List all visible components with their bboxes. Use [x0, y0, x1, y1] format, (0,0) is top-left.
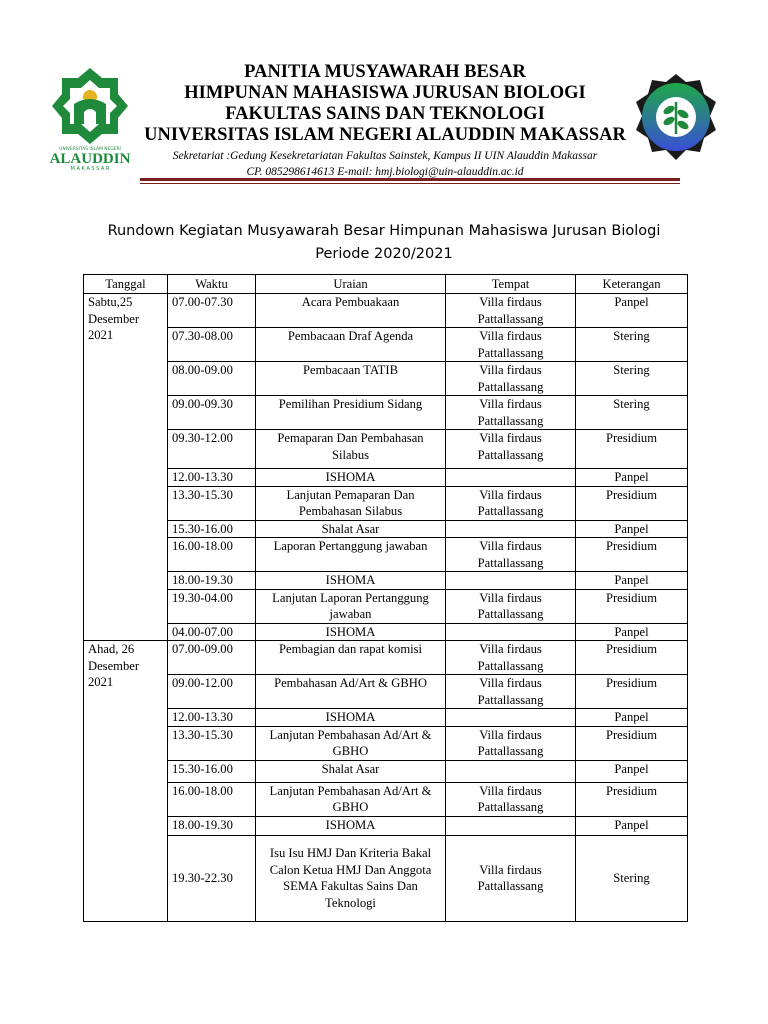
place-cell: Villa firdaus Pattallassang: [446, 726, 576, 760]
organization-title: HIMPUNAN MAHASISWA JURUSAN BIOLOGI: [184, 83, 586, 103]
hmj-biologi-seal-icon: [630, 72, 722, 164]
note-cell: Panpel: [576, 623, 688, 641]
letterhead: [0, 0, 768, 190]
activity-cell: ISHOMA: [256, 469, 446, 487]
logo-city: M A K A S S A R: [70, 166, 110, 172]
activity-cell: Pemilihan Presidium Sidang: [256, 396, 446, 430]
place-cell: Villa firdaus Pattallassang: [446, 675, 576, 709]
note-cell: Stering: [576, 328, 688, 362]
time-cell: 04.00-07.00: [168, 623, 256, 641]
note-cell: Presidium: [576, 538, 688, 572]
time-cell: 07.30-08.00: [168, 328, 256, 362]
header-uraian: Uraian: [256, 275, 446, 294]
secretariat-address: Sekretariat :Gedung Kesekretariatan Fakultas Sainstek, Kampus II UIN Alauddin Makassar: [172, 150, 598, 162]
title-line-1: Rundown Kegiatan Musyawarah Besar Himpunan Mahasiswa Jurusan Biologi: [107, 223, 661, 239]
activity-cell: Laporan Pertanggung jawaban: [256, 538, 446, 572]
activity-cell: ISHOMA: [256, 709, 446, 727]
table-row: [84, 362, 688, 396]
place-cell: [446, 623, 576, 641]
table-row: [84, 469, 688, 487]
university-title: UNIVERSITAS ISLAM NEGERI ALAUDDIN MAKASSAR: [144, 125, 626, 145]
table-row: [84, 294, 688, 328]
table-row: [84, 589, 688, 623]
table-row: [84, 760, 688, 782]
place-cell: Villa firdaus Pattallassang: [446, 396, 576, 430]
table-row: [84, 572, 688, 590]
time-cell: 09.00-12.00: [168, 675, 256, 709]
activity-cell: ISHOMA: [256, 816, 446, 835]
table-row: [84, 520, 688, 538]
time-cell: 16.00-18.00: [168, 782, 256, 816]
table-row: [84, 486, 688, 520]
header-keterangan: Keterangan: [576, 275, 688, 294]
note-cell: Panpel: [576, 572, 688, 590]
time-cell: 13.30-15.30: [168, 486, 256, 520]
activity-cell: Pembagian dan rapat komisi: [256, 641, 446, 675]
letterhead-rule-thin: [140, 183, 680, 184]
time-cell: 13.30-15.30: [168, 726, 256, 760]
title-line-2: Periode 2020/2021: [315, 246, 453, 262]
faculty-title: FAKULTAS SAINS DAN TEKNOLOGI: [225, 104, 545, 124]
activity-cell: Pemaparan Dan Pembahasan Silabus: [256, 430, 446, 469]
note-cell: Stering: [576, 835, 688, 921]
note-cell: Panpel: [576, 760, 688, 782]
activity-cell: Lanjutan Pembahasan Ad/Art & GBHO: [256, 782, 446, 816]
place-cell: Villa firdaus Pattallassang: [446, 294, 576, 328]
activity-cell: Isu Isu HMJ Dan Kriteria Bakal Calon Ketua HMJ Dan Anggota SEMA Fakultas Sains Dan Teknologi: [256, 835, 446, 921]
table-row: [84, 641, 688, 675]
uin-alauddin-logo-icon: [44, 64, 136, 172]
note-cell: Stering: [576, 362, 688, 396]
note-cell: Panpel: [576, 520, 688, 538]
time-cell: 18.00-19.30: [168, 572, 256, 590]
note-cell: Presidium: [576, 486, 688, 520]
note-cell: Panpel: [576, 294, 688, 328]
header-tempat: Tempat: [446, 275, 576, 294]
table-header-row: [84, 275, 688, 294]
letterhead-rule: [140, 178, 680, 181]
note-cell: Presidium: [576, 589, 688, 623]
activity-cell: Pembahasan Ad/Art & GBHO: [256, 675, 446, 709]
header-tanggal: Tanggal: [84, 275, 168, 294]
place-cell: Villa firdaus Pattallassang: [446, 782, 576, 816]
activity-cell: Acara Pembuakaan: [256, 294, 446, 328]
place-cell: Villa firdaus Pattallassang: [446, 835, 576, 921]
time-cell: 09.00-09.30: [168, 396, 256, 430]
activity-cell: Pembacaan TATIB: [256, 362, 446, 396]
place-cell: Villa firdaus Pattallassang: [446, 362, 576, 396]
note-cell: Panpel: [576, 709, 688, 727]
place-cell: [446, 520, 576, 538]
date-cell-day2: Ahad, 26 Desember 2021: [84, 641, 168, 922]
table-row: [84, 623, 688, 641]
table-row: [84, 328, 688, 362]
place-cell: Villa firdaus Pattallassang: [446, 538, 576, 572]
activity-cell: Shalat Asar: [256, 760, 446, 782]
activity-cell: Lanjutan Pemaparan Dan Pembahasan Silabus: [256, 486, 446, 520]
place-cell: [446, 816, 576, 835]
time-cell: 18.00-19.30: [168, 816, 256, 835]
note-cell: Presidium: [576, 430, 688, 469]
activity-cell: Pembacaan Draf Agenda: [256, 328, 446, 362]
activity-cell: ISHOMA: [256, 572, 446, 590]
note-cell: Panpel: [576, 816, 688, 835]
table-row: [84, 396, 688, 430]
document-title: [60, 220, 708, 266]
time-cell: 07.00-09.00: [168, 641, 256, 675]
time-cell: 19.30-22.30: [168, 835, 256, 921]
time-cell: 12.00-13.30: [168, 709, 256, 727]
table-row: [84, 782, 688, 816]
time-cell: 08.00-09.00: [168, 362, 256, 396]
time-cell: 07.00-07.30: [168, 294, 256, 328]
letterhead-text: [140, 62, 630, 180]
time-cell: 15.30-16.00: [168, 520, 256, 538]
place-cell: [446, 760, 576, 782]
table-row: [84, 816, 688, 835]
table-row: [84, 430, 688, 469]
activity-cell: Shalat Asar: [256, 520, 446, 538]
place-cell: Villa firdaus Pattallassang: [446, 486, 576, 520]
logo-tagline: UNIVERSITAS ISLAM NEGERI: [59, 147, 121, 152]
activity-cell: Lanjutan Pembahasan Ad/Art & GBHO: [256, 726, 446, 760]
note-cell: Stering: [576, 396, 688, 430]
time-cell: 16.00-18.00: [168, 538, 256, 572]
note-cell: Presidium: [576, 782, 688, 816]
rundown-table: [83, 274, 688, 922]
time-cell: 09.30-12.00: [168, 430, 256, 469]
time-cell: 12.00-13.30: [168, 469, 256, 487]
logo-name: ALAUDDIN: [49, 151, 131, 167]
header-waktu: Waktu: [168, 275, 256, 294]
note-cell: Presidium: [576, 675, 688, 709]
note-cell: Presidium: [576, 641, 688, 675]
activity-cell: ISHOMA: [256, 623, 446, 641]
committee-title: PANITIA MUSYAWARAH BESAR: [244, 62, 526, 82]
table-row: [84, 538, 688, 572]
activity-cell: Lanjutan Laporan Pertanggung jawaban: [256, 589, 446, 623]
place-cell: Villa firdaus Pattallassang: [446, 328, 576, 362]
place-cell: [446, 572, 576, 590]
table-row: [84, 675, 688, 709]
place-cell: [446, 709, 576, 727]
place-cell: Villa firdaus Pattallassang: [446, 430, 576, 469]
note-cell: Panpel: [576, 469, 688, 487]
table-row: [84, 709, 688, 727]
date-cell-day1: Sabtu,25 Desember 2021: [84, 294, 168, 641]
place-cell: Villa firdaus Pattallassang: [446, 589, 576, 623]
time-cell: 19.30-04.00: [168, 589, 256, 623]
time-cell: 15.30-16.00: [168, 760, 256, 782]
table-row: [84, 726, 688, 760]
place-cell: Villa firdaus Pattallassang: [446, 641, 576, 675]
place-cell: [446, 469, 576, 487]
note-cell: Presidium: [576, 726, 688, 760]
table-row: [84, 835, 688, 921]
contact-info: CP. 085298614613 E-mail: hmj.biologi@uin-alauddin.ac.id: [246, 166, 524, 178]
